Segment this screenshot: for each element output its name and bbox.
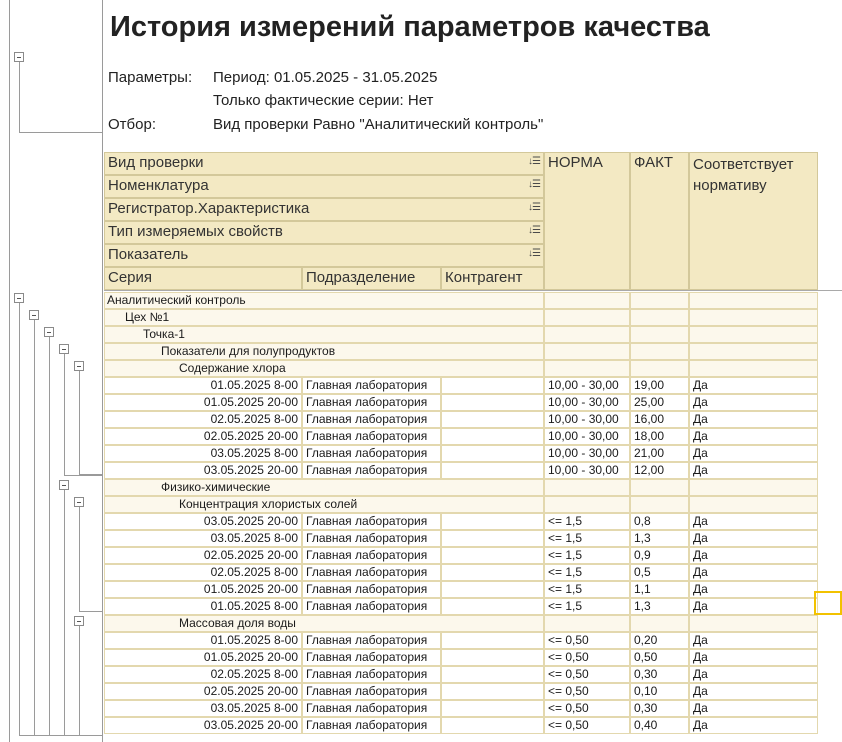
cell-series: 03.05.2025 8-00 [104,530,302,547]
cell-contractor [441,377,544,394]
header-norm[interactable]: НОРМА [544,152,630,290]
collapse-indicator-3-button[interactable] [74,616,84,626]
group-characteristic[interactable] [104,326,818,343]
header-nomenclature-label: Номенклатура [108,177,209,194]
sort-icon: ↓☰ [528,225,540,236]
header-prop-type-label: Тип измеряемых свойств [108,223,283,240]
header-division[interactable]: Подразделение [302,267,441,290]
tree-line-l3 [49,337,50,735]
empty-cell [689,292,818,309]
table-row[interactable] [104,411,818,428]
empty-cell [630,496,689,513]
group-nomenclature[interactable] [104,309,818,326]
empty-cell [630,479,689,496]
cell-series: 03.05.2025 20-00 [104,513,302,530]
cell-norm: <= 1,5 [544,530,630,547]
header-indicator-label: Показатель [108,246,189,263]
group-prop-type-1[interactable] [104,343,818,360]
cell-division: Главная лаборатория [302,700,441,717]
cell-ok: Да [689,581,818,598]
table-row[interactable] [104,683,818,700]
params-label: Параметры: [108,69,193,86]
table-row[interactable] [104,717,818,734]
gutter-border-right [102,0,103,742]
sort-icon: ↓☰ [528,179,540,190]
period-param: Период: 01.05.2025 - 31.05.2025 [213,69,438,86]
cell-fact: 1,3 [630,598,689,615]
cell-ok: Да [689,666,818,683]
header-group-line [19,62,20,132]
cell-series: 01.05.2025 8-00 [104,632,302,649]
cell-norm: <= 1,5 [544,547,630,564]
cell-contractor [441,445,544,462]
cell-fact: 16,00 [630,411,689,428]
cell-division: Главная лаборатория [302,717,441,734]
tree-line-l5c [79,626,80,735]
collapse-prop-type-1-button[interactable] [59,344,69,354]
gutter-border-left [9,0,10,742]
empty-cell [544,326,630,343]
cell-norm: <= 1,5 [544,581,630,598]
header-nomenclature[interactable] [104,175,544,198]
header-prop-type[interactable] [104,221,544,244]
cell-fact: 19,00 [630,377,689,394]
empty-cell [630,326,689,343]
cell-series: 01.05.2025 8-00 [104,377,302,394]
group-prop-type-2[interactable] [104,479,818,496]
filter-label: Отбор: [108,116,156,133]
cell-fact: 0,40 [630,717,689,734]
cell-ok: Да [689,717,818,734]
header-indicator[interactable] [104,244,544,267]
empty-cell [689,496,818,513]
header-contractor[interactable]: Контрагент [441,267,544,290]
cell-norm: <= 0,50 [544,683,630,700]
cell-ok: Да [689,411,818,428]
cell-fact: 0,50 [630,649,689,666]
cell-series: 03.05.2025 20-00 [104,717,302,734]
group-indicator-3[interactable] [104,615,818,632]
table-row[interactable] [104,564,818,581]
cell-division: Главная лаборатория [302,411,441,428]
cell-division: Главная лаборатория [302,462,441,479]
cell-norm: <= 1,5 [544,598,630,615]
cell-contractor [441,411,544,428]
empty-cell [630,360,689,377]
table-row[interactable] [104,700,818,717]
cell-division: Главная лаборатория [302,666,441,683]
collapse-characteristic-button[interactable] [44,327,54,337]
cell-fact: 0,5 [630,564,689,581]
table-row[interactable] [104,513,818,530]
table-row[interactable] [104,666,818,683]
empty-cell [544,496,630,513]
cell-series: 02.05.2025 8-00 [104,411,302,428]
cell-contractor [441,564,544,581]
cell-series: 02.05.2025 8-00 [104,564,302,581]
cell-division: Главная лаборатория [302,394,441,411]
group-indicator-1-label: Содержание хлора [104,360,544,377]
cell-ok: Да [689,700,818,717]
table-row[interactable] [104,394,818,411]
cell-fact: 0,30 [630,666,689,683]
table-row[interactable] [104,462,818,479]
empty-cell [544,615,630,632]
cell-ok: Да [689,683,818,700]
selected-cell[interactable] [814,591,842,615]
tree-line-bottom [19,735,102,736]
header-fact[interactable]: ФАКТ [630,152,689,290]
tree-line-l2 [34,320,35,735]
cell-series: 03.05.2025 8-00 [104,445,302,462]
cell-norm: 10,00 - 30,00 [544,462,630,479]
report-title: История измерений параметров качества [110,11,710,43]
cell-division: Главная лаборатория [302,547,441,564]
cell-ok: Да [689,428,818,445]
cell-norm: <= 0,50 [544,700,630,717]
tree-line-l5b [79,507,80,611]
cell-division: Главная лаборатория [302,649,441,666]
group-check-type[interactable] [104,292,818,309]
group-indicator-2[interactable] [104,496,818,513]
cell-ok: Да [689,462,818,479]
table-row[interactable] [104,632,818,649]
cell-division: Главная лаборатория [302,564,441,581]
header-check-type-label: Вид проверки [108,154,204,171]
cell-division: Главная лаборатория [302,513,441,530]
collapse-prop-type-2-button[interactable] [59,480,69,490]
table-row[interactable] [104,547,818,564]
cell-fact: 1,1 [630,581,689,598]
cell-contractor [441,598,544,615]
table-row[interactable] [104,581,818,598]
cell-series: 02.05.2025 20-00 [104,683,302,700]
cell-norm: <= 1,5 [544,513,630,530]
cell-contractor [441,700,544,717]
table-row[interactable] [104,530,818,547]
actual-only-param: Только фактические серии: Нет [213,92,434,109]
group-indicator-1[interactable] [104,360,818,377]
cell-ok: Да [689,547,818,564]
empty-cell [544,343,630,360]
cell-division: Главная лаборатория [302,530,441,547]
empty-cell [544,309,630,326]
cell-fact: 0,30 [630,700,689,717]
cell-norm: 10,00 - 30,00 [544,377,630,394]
tree-line-l4b [64,490,65,735]
sort-icon: ↓☰ [528,156,540,167]
cell-ok: Да [689,513,818,530]
cell-contractor [441,632,544,649]
table-row[interactable] [104,445,818,462]
table-row[interactable] [104,598,818,615]
collapse-nomenclature-button[interactable] [29,310,39,320]
cell-contractor [441,581,544,598]
tree-line-l5b-h [79,611,102,612]
cell-contractor [441,530,544,547]
cell-norm: 10,00 - 30,00 [544,428,630,445]
header-characteristic[interactable] [104,198,544,221]
empty-cell [689,343,818,360]
sort-icon: ↓☰ [528,248,540,259]
header-check-type[interactable] [104,152,544,175]
sort-icon: ↓☰ [528,202,540,213]
cell-series: 01.05.2025 20-00 [104,394,302,411]
cell-division: Главная лаборатория [302,428,441,445]
cell-norm: <= 0,50 [544,666,630,683]
empty-cell [544,479,630,496]
cell-ok: Да [689,632,818,649]
cell-contractor [441,547,544,564]
tree-line-l4a [64,354,65,475]
cell-series: 02.05.2025 20-00 [104,428,302,445]
cell-contractor [441,683,544,700]
cell-contractor [441,649,544,666]
group-indicator-3-label: Массовая доля воды [104,615,544,632]
group-check-type-label: Аналитический контроль [104,292,544,309]
cell-fact: 21,00 [630,445,689,462]
header-conforms[interactable]: Соответствует нормативу [689,152,818,290]
table-row[interactable] [104,649,818,666]
group-indicator-2-label: Концентрация хлористых солей [104,496,544,513]
header-series[interactable]: Серия [104,267,302,290]
empty-cell [544,360,630,377]
cell-fact: 0,9 [630,547,689,564]
cell-contractor [441,428,544,445]
cell-ok: Да [689,394,818,411]
cell-series: 01.05.2025 20-00 [104,581,302,598]
cell-ok: Да [689,564,818,581]
table-row[interactable] [104,377,818,394]
empty-cell [689,615,818,632]
cell-norm: 10,00 - 30,00 [544,411,630,428]
empty-cell [689,326,818,343]
cell-fact: 0,10 [630,683,689,700]
tree-line-l1 [19,303,20,735]
cell-norm: <= 1,5 [544,564,630,581]
cell-ok: Да [689,530,818,547]
cell-ok: Да [689,377,818,394]
cell-division: Главная лаборатория [302,632,441,649]
cell-norm: <= 0,50 [544,649,630,666]
cell-division: Главная лаборатория [302,683,441,700]
empty-cell [689,360,818,377]
empty-cell [630,309,689,326]
cell-contractor [441,666,544,683]
cell-contractor [441,394,544,411]
header-characteristic-label: Регистратор.Характеристика [108,200,310,217]
cell-contractor [441,462,544,479]
tree-line-l4a-h [64,475,102,476]
cell-series: 01.05.2025 20-00 [104,649,302,666]
tree-line-l5a-h [79,474,102,475]
cell-division: Главная лаборатория [302,377,441,394]
cell-fact: 0,20 [630,632,689,649]
group-nomenclature-label: Цех №1 [104,309,544,326]
empty-cell [630,615,689,632]
cell-fact: 25,00 [630,394,689,411]
cell-fact: 18,00 [630,428,689,445]
group-characteristic-label: Точка-1 [104,326,544,343]
cell-fact: 1,3 [630,530,689,547]
collapse-indicator-1-button[interactable] [74,361,84,371]
cell-ok: Да [689,649,818,666]
cell-series: 02.05.2025 8-00 [104,666,302,683]
header-group-line-h [19,132,102,133]
tree-line-l5a [79,371,80,474]
cell-ok: Да [689,445,818,462]
cell-norm: <= 0,50 [544,632,630,649]
cell-norm: <= 0,50 [544,717,630,734]
cell-series: 03.05.2025 20-00 [104,462,302,479]
collapse-check-type-button[interactable] [14,293,24,303]
cell-division: Главная лаборатория [302,598,441,615]
cell-fact: 0,8 [630,513,689,530]
cell-ok: Да [689,598,818,615]
cell-division: Главная лаборатория [302,581,441,598]
empty-cell [544,292,630,309]
cell-division: Главная лаборатория [302,445,441,462]
empty-cell [630,292,689,309]
collapse-indicator-2-button[interactable] [74,497,84,507]
empty-cell [689,309,818,326]
empty-cell [630,343,689,360]
collapse-header-button[interactable] [14,52,24,62]
cell-fact: 12,00 [630,462,689,479]
cell-series: 02.05.2025 20-00 [104,547,302,564]
filter-value: Вид проверки Равно "Аналитический контроль" [213,116,544,133]
cell-contractor [441,513,544,530]
cell-series: 01.05.2025 8-00 [104,598,302,615]
header-bottom-line [104,290,842,291]
cell-series: 03.05.2025 8-00 [104,700,302,717]
table-row[interactable] [104,428,818,445]
cell-contractor [441,717,544,734]
group-prop-type-2-label: Физико-химические [104,479,544,496]
cell-norm: 10,00 - 30,00 [544,445,630,462]
cell-norm: 10,00 - 30,00 [544,394,630,411]
empty-cell [689,479,818,496]
group-prop-type-1-label: Показатели для полупродуктов [104,343,544,360]
